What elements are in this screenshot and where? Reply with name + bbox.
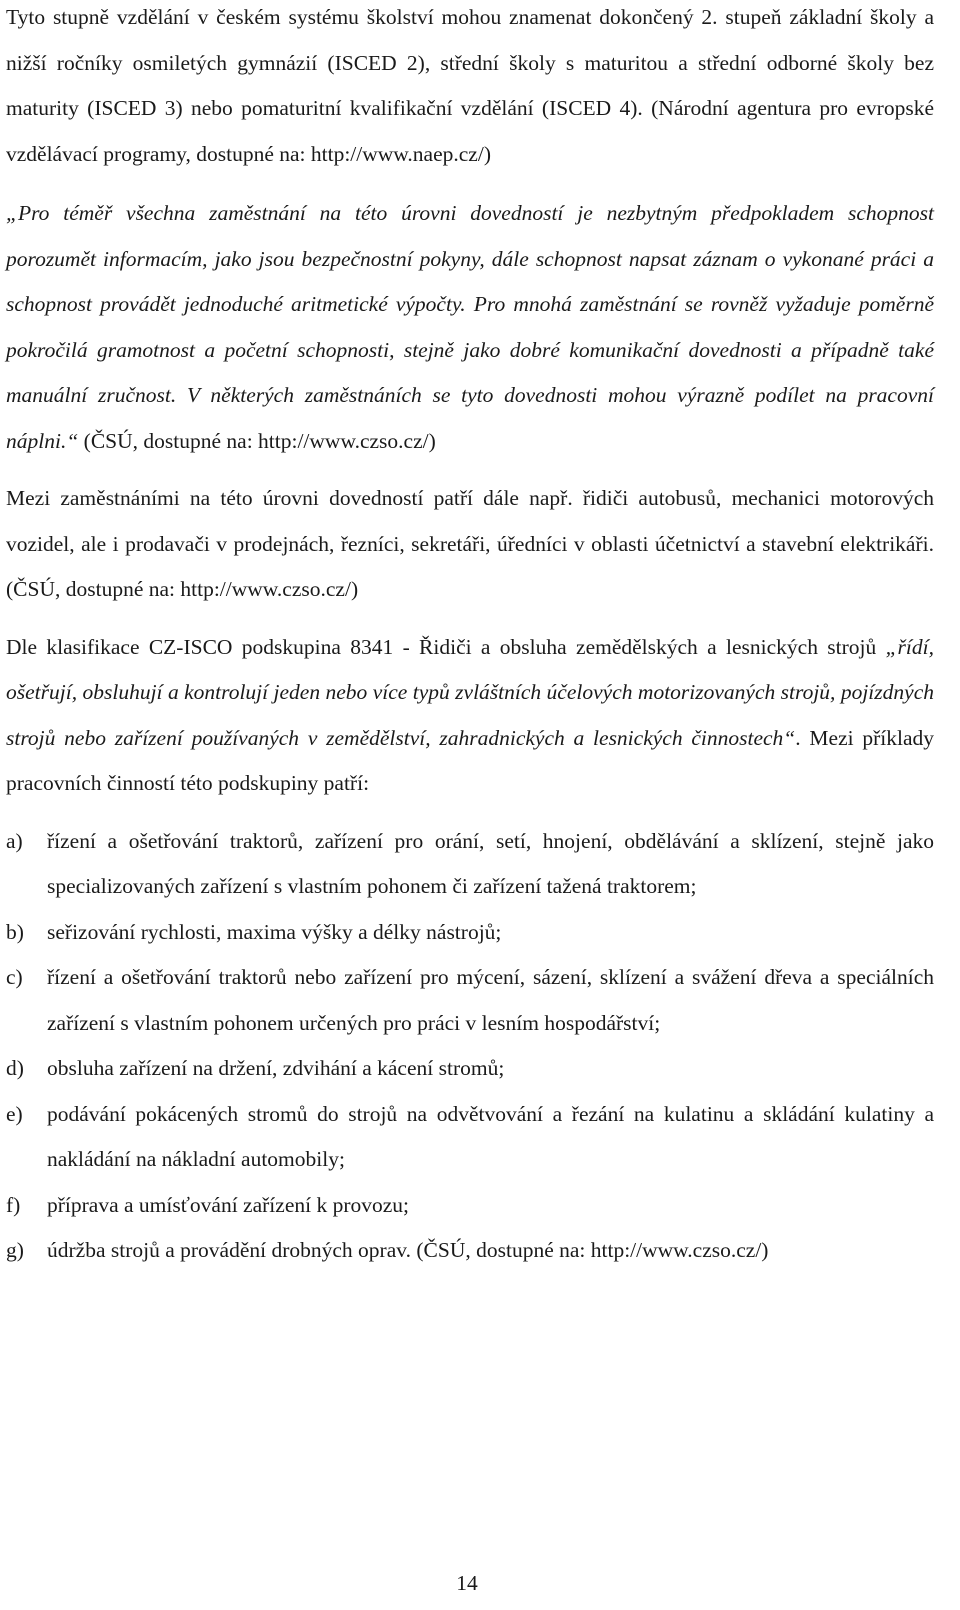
list-marker: c) xyxy=(6,965,23,989)
list-item xyxy=(6,1228,934,1274)
intro-paragraph: Tyto stupně vzdělání v českém systému školství mohou znamenat dokončený 2. stupeň základní školy a nižší ročníky osmiletých gymnázií (ISCED 2), střední školy s maturitou a střední odborné školy bez maturity (ISCED 3) nebo pomaturitní kvalifikační vzdělání (ISCED 4). (Národní agentura pro evropské vzdělávací programy, dostupné na: http://www.naep.cz/) xyxy=(6,5,934,166)
quote-text: „Pro téměř všechna zaměstnání na této úrovni dovedností je nezbytným předpokladem schopnost porozumět informacím, jako jsou bezpečnostní pokyny, dále schopnost napsat záznam o vykonané práci a schopnost provádět jednoduché aritmetické výpočty. Pro mnohá zaměstnání se rovněž vyžaduje poměrně pokročilá gramotnost a početní schopnosti, stejně jako dobré komunikační dovednosti a případně také manuální zručnost. V některých zaměstnáních se tyto dovednosti mohou výrazně podílet na pracovní náplni.“ xyxy=(6,201,934,453)
list-item xyxy=(6,1183,934,1229)
quote-paragraph xyxy=(6,191,934,464)
list-marker: g) xyxy=(6,1238,24,1262)
list-marker: e) xyxy=(6,1101,23,1126)
list-item xyxy=(6,955,934,1046)
list-item-text: obsluha zařízení na držení, zdvihání a kácení stromů; xyxy=(47,1056,505,1080)
classification-quote: „řídí, ošetřují, obsluhují a kontrolují jeden nebo více typů zvláštních účelových motorizovaných strojů, pojízdných strojů nebo zařízení používaných v zemědělství, zahradnických a lesnických činnostech“ xyxy=(6,634,934,750)
occupations-paragraph: Mezi zaměstnáními na této úrovni dovedností patří dále např. řidiči autobusů, mechanici motorových vozidel, ale i prodavači v prodejnách, řezníci, sekretáři, úředníci v oblasti účetnictví a stavební elektrikáři. (ČSÚ, dostupné na: http://www.czso.cz/) xyxy=(6,486,934,601)
list-item-text: řízení a ošetřování traktorů nebo zařízení pro mýcení, sázení, sklízení a svážení dřeva a speciálních zařízení s vlastním pohonem určených pro práci v lesním hospodářství; xyxy=(47,965,934,1035)
list-item xyxy=(6,819,934,910)
list-item xyxy=(6,1046,934,1092)
list-item xyxy=(6,1092,934,1183)
list-item-text: podávání pokácených stromů do strojů na odvětvování a řezání na kulatinu a skládání kulatiny a nakládání na nákladní automobily; xyxy=(47,1101,934,1171)
classification-paragraph xyxy=(6,625,934,807)
list-marker: d) xyxy=(6,1056,24,1080)
list-marker: f) xyxy=(6,1192,21,1217)
quote-source: (ČSÚ, dostupné na: http://www.czso.cz/) xyxy=(78,428,436,453)
list-item-text: údržba strojů a provádění drobných oprav. (ČSÚ, dostupné na: http://www.czso.cz/) xyxy=(47,1238,769,1262)
list-item-text: seřizování rychlosti, maxima výšky a délky nástrojů; xyxy=(47,919,502,944)
list-marker: a) xyxy=(6,828,23,853)
list-item-text: příprava a umísťování zařízení k provozu; xyxy=(47,1192,410,1217)
page-number: 14 xyxy=(456,1571,478,1595)
classification-intro: Dle klasifikace CZ-ISCO podskupina 8341 - Řidiči a obsluha zemědělských a lesnických strojů xyxy=(6,634,886,659)
document-page xyxy=(6,0,934,1274)
list-item xyxy=(6,910,934,956)
activities-list xyxy=(6,819,934,1274)
list-item-text: řízení a ošetřování traktorů, zařízení pro orání, setí, hnojení, obdělávání a sklízení, stejně jako specializovaných zařízení s vlastním pohonem či zařízení tažená traktorem; xyxy=(47,828,934,898)
classification-end: . Mezi příklady pracovních činností této podskupiny patří: xyxy=(6,725,935,795)
list-marker: b) xyxy=(6,919,24,944)
